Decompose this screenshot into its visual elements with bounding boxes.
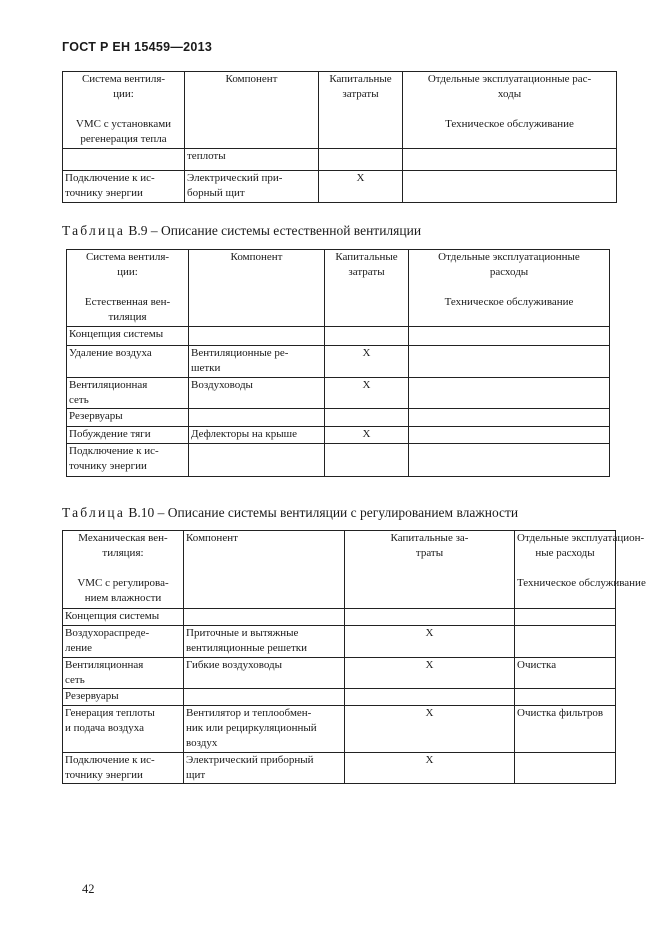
table-heat-recovery: [62, 71, 617, 203]
row-operating-cell: [409, 327, 610, 346]
row-system-cell: Резервуары: [63, 689, 184, 706]
row-system-cell: Побуждение тяги: [67, 427, 189, 444]
table-row: [67, 427, 610, 444]
row-component-cell: Электрический при- борный щит: [185, 171, 319, 203]
table-natural-ventilation: [66, 249, 610, 477]
row-capital-cell: [319, 149, 403, 171]
header-system-cell: Механическая вен- тиляция: VMC с регулирова- нием влажности: [63, 531, 184, 609]
row-capital-cell: X: [345, 658, 515, 689]
row-operating-cell: [409, 427, 610, 444]
table-row: [63, 658, 616, 689]
row-capital-cell: X: [345, 626, 515, 658]
table-header-row: [63, 72, 617, 149]
row-component-cell: Дефлекторы на крыше: [189, 427, 325, 444]
header-capital-cell: Капитальные затраты: [319, 72, 403, 149]
row-operating-cell: [515, 609, 616, 626]
row-capital-cell: [325, 444, 409, 477]
table-row: [63, 706, 616, 753]
table-b9-caption: Таблица В.9 – Описание системы естественной вентиляции: [62, 223, 422, 238]
row-component-cell: [184, 689, 345, 706]
row-component-cell: Гибкие воздуховоды: [184, 658, 345, 689]
row-operating-cell: [409, 378, 610, 409]
row-component-cell: теплоты: [185, 149, 319, 171]
row-capital-cell: [345, 689, 515, 706]
header-component-cell: Компонент: [185, 72, 319, 149]
row-component-cell: [189, 409, 325, 427]
row-operating-cell: Очистка: [515, 658, 616, 689]
row-operating-cell: [515, 689, 616, 706]
row-operating-cell: [409, 444, 610, 477]
row-system-cell: Подключение к ис- точнику энергии: [63, 171, 185, 203]
header-component-cell: Компонент: [189, 250, 325, 327]
row-component-cell: Вентилятор и теплообмен- ник или рециркуляционный воздух: [184, 706, 345, 753]
page-number: 42: [82, 882, 95, 896]
table-row: [63, 626, 616, 658]
row-capital-cell: [325, 409, 409, 427]
row-component-cell: Воздуховоды: [189, 378, 325, 409]
row-capital-cell: X: [325, 427, 409, 444]
row-component-cell: Электрический приборный щит: [184, 753, 345, 784]
table-humidity-ventilation: [62, 530, 646, 784]
header-system-cell: Система вентиля- ции: VMC с установками регенерация тепла: [63, 72, 185, 149]
row-system-cell: Удаление воздуха: [67, 346, 189, 378]
table-row: [67, 327, 610, 346]
row-capital-cell: X: [345, 706, 515, 753]
table-row: [63, 689, 616, 706]
header-operating-cell: Отдельные эксплуатационные рас- ходы Техническое обслуживание: [403, 72, 617, 149]
row-operating-cell: [403, 149, 617, 171]
row-operating-cell: [409, 409, 610, 427]
row-capital-cell: [345, 609, 515, 626]
table-b10-caption: Таблица В.10 – Описание системы вентиляции с регулированием влажности: [62, 505, 519, 520]
document-code: ГОСТ Р ЕН 15459—2013: [62, 40, 213, 54]
row-component-cell: [189, 444, 325, 477]
table-header-row: [67, 250, 610, 327]
table-row: [63, 609, 616, 626]
row-system-cell: Подключение к ис- точнику энергии: [67, 444, 189, 477]
row-component-cell: Вентиляционные ре- шетки: [189, 346, 325, 378]
row-capital-cell: X: [345, 753, 515, 784]
header-system-cell: Система вентиля- ции: Естественная вен- тиляция: [67, 250, 189, 327]
header-capital-cell: Капитальные затраты: [325, 250, 409, 327]
table-row: [67, 346, 610, 378]
row-capital-cell: X: [325, 378, 409, 409]
row-system-cell: Резервуары: [67, 409, 189, 427]
table-row: [63, 753, 616, 784]
row-system-cell: Концепция системы: [67, 327, 189, 346]
row-system-cell: Вентиляционная сеть: [67, 378, 189, 409]
row-operating-cell: [515, 626, 616, 658]
row-component-cell: [189, 327, 325, 346]
row-capital-cell: X: [319, 171, 403, 203]
row-operating-cell: [515, 753, 616, 784]
table-header-row: [63, 531, 616, 609]
row-component-cell: Приточные и вытяжные вентиляционные решетки: [184, 626, 345, 658]
row-component-cell: [184, 609, 345, 626]
table-row: [63, 171, 617, 203]
table-row: [67, 378, 610, 409]
row-system-cell: [63, 149, 185, 171]
row-system-cell: Подключение к ис- точнику энергии: [63, 753, 184, 784]
row-system-cell: Генерация теплоты и подача воздуха: [63, 706, 184, 753]
row-operating-cell: [403, 171, 617, 203]
header-capital-cell: Капитальные за- траты: [345, 531, 515, 609]
table-row: [67, 444, 610, 477]
header-operating-cell: Отдельные эксплуатацион- ные расходы Техническое обслуживание: [515, 531, 616, 609]
row-operating-cell: Очистка фильтров: [515, 706, 616, 753]
row-system-cell: Воздухораспреде- ление: [63, 626, 184, 658]
row-capital-cell: [325, 327, 409, 346]
row-operating-cell: [409, 346, 610, 378]
header-operating-cell: Отдельные эксплуатационные расходы Техническое обслуживание: [409, 250, 610, 327]
table-row: [63, 149, 617, 171]
row-capital-cell: X: [325, 346, 409, 378]
header-component-cell: Компонент: [184, 531, 345, 609]
row-system-cell: Концепция системы: [63, 609, 184, 626]
table-row: [67, 409, 610, 427]
row-system-cell: Вентиляционная сеть: [63, 658, 184, 689]
